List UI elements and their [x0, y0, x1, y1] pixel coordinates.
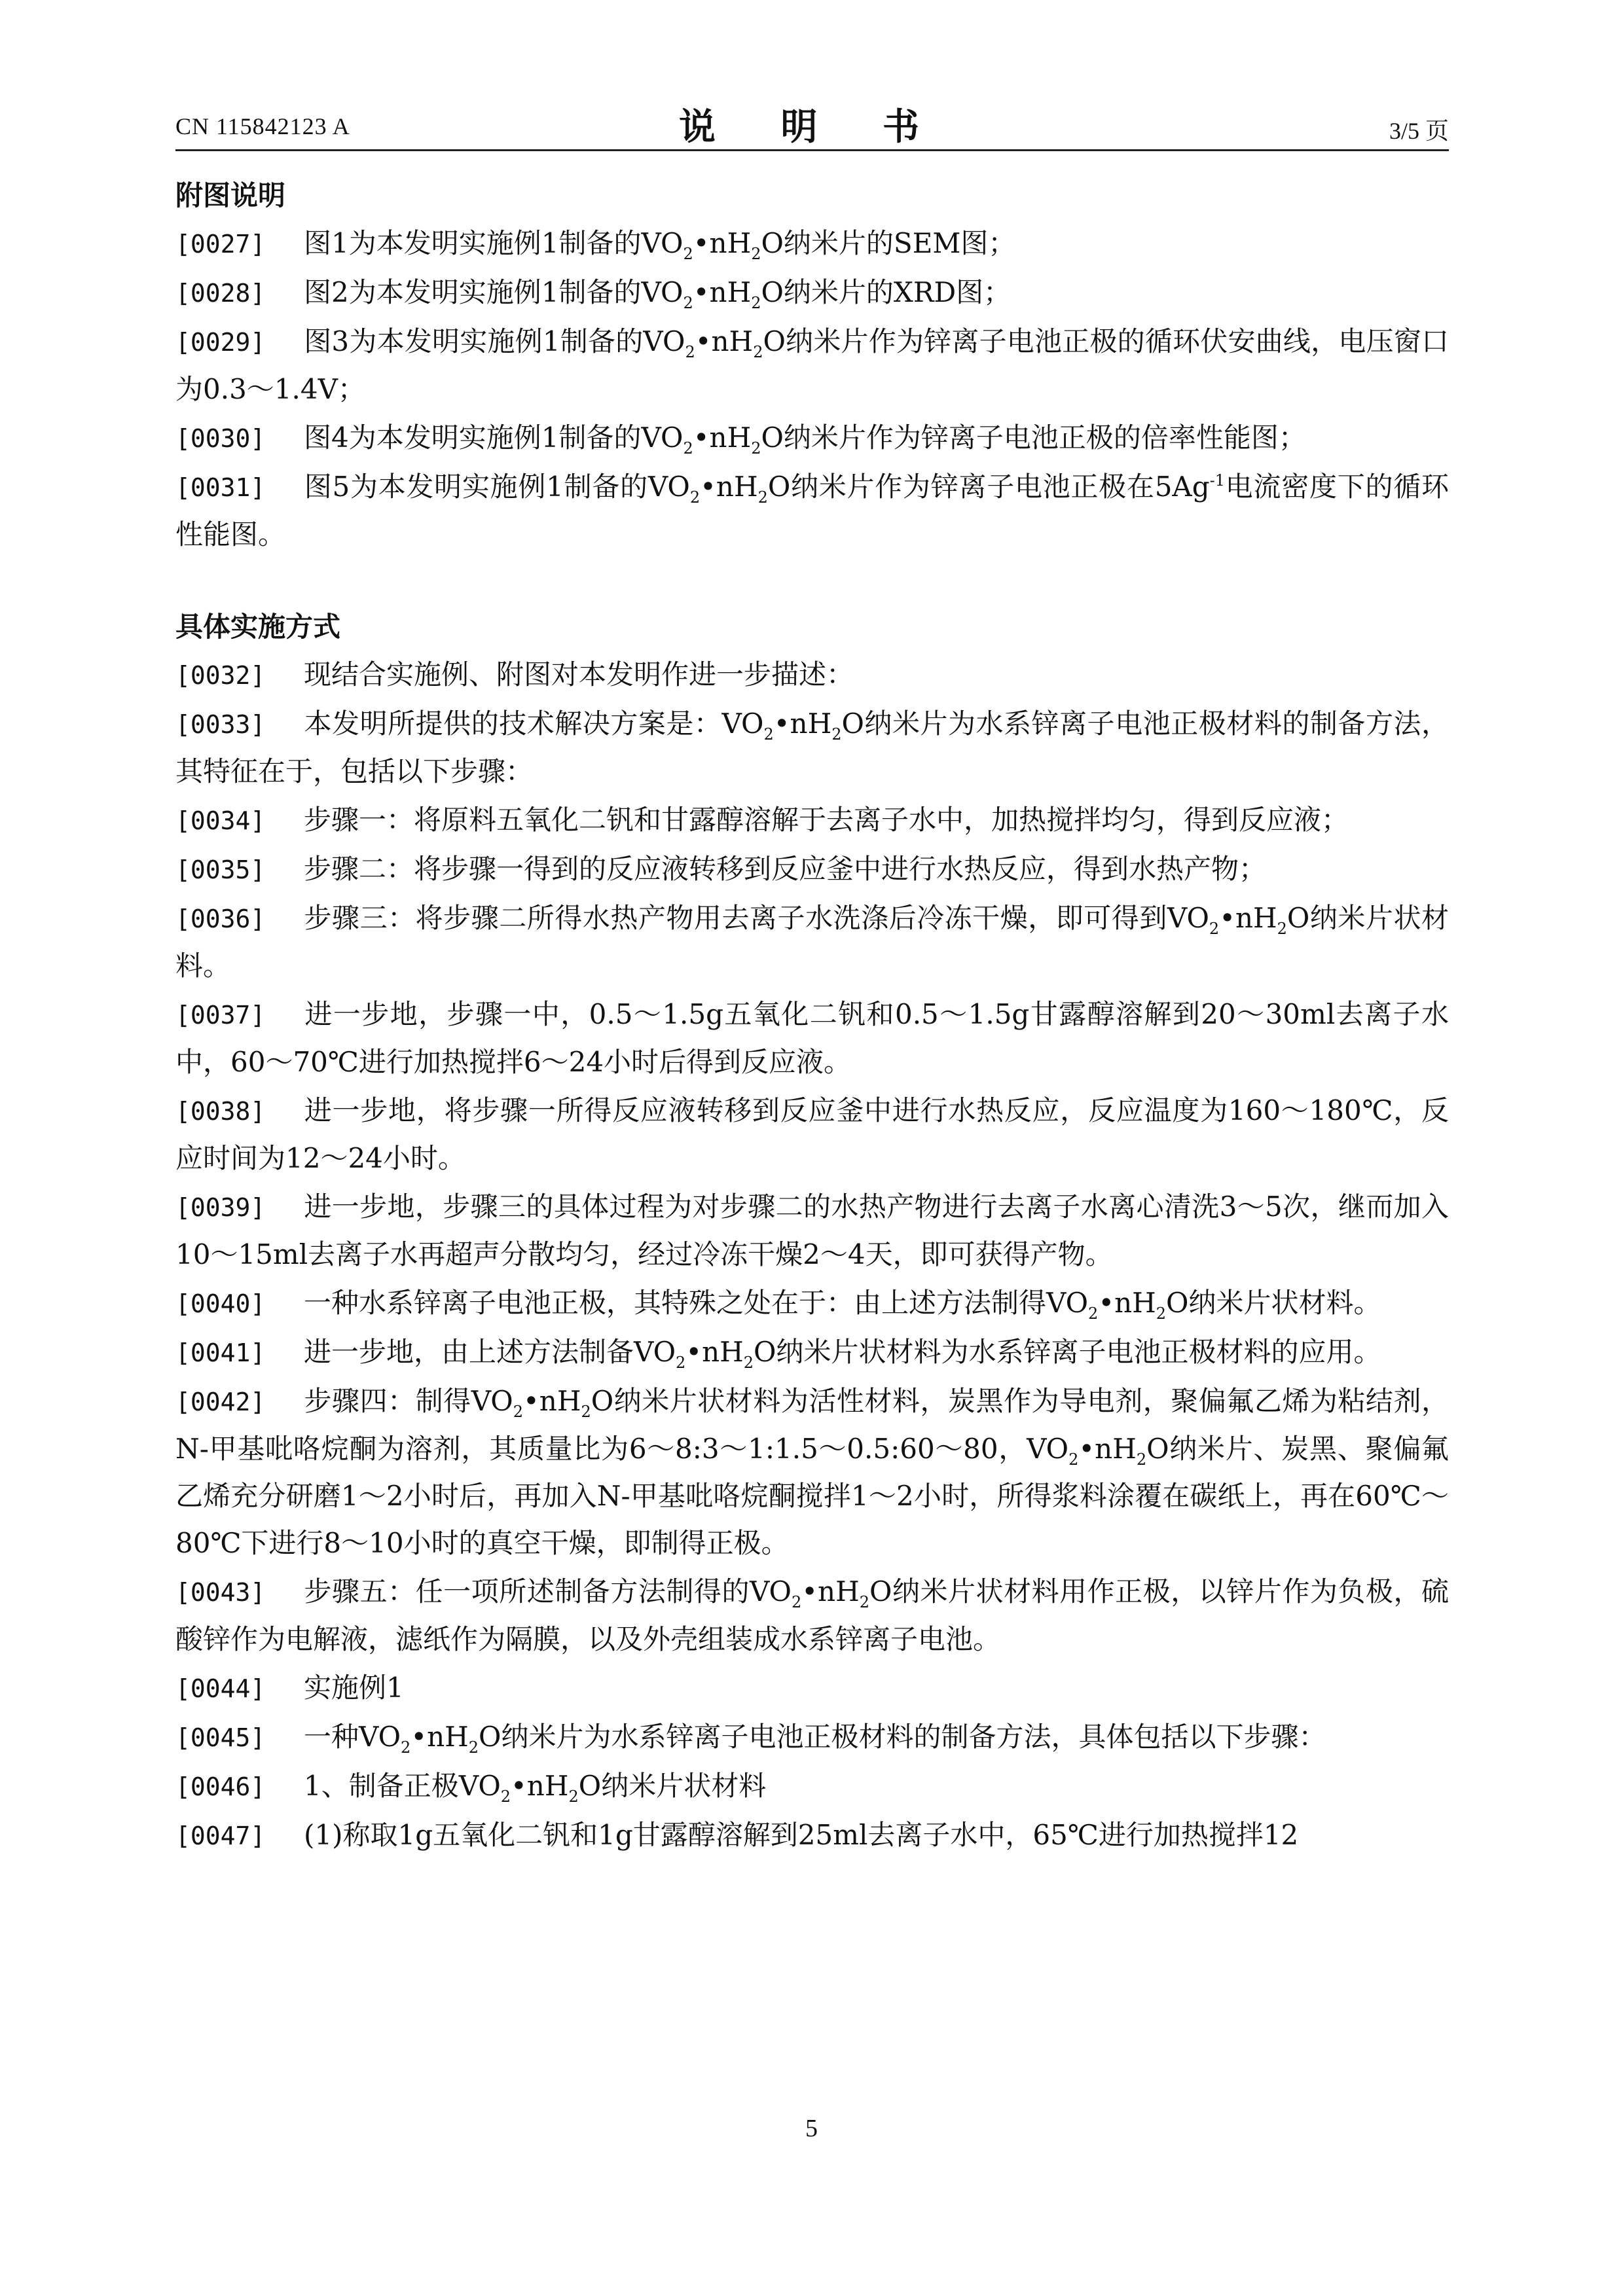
paragraph-0047: [0047] (1)称取1g五氧化二钒和1g甘露醇溶解到25ml去离子水中，65℃进行加热搅拌12	[175, 1812, 1449, 1859]
paragraph-number: [0047]	[175, 1821, 266, 1850]
paragraph-0037: [0037] 进一步地，步骤一中，0.5～1.5g五氧化二钒和0.5～1.5g甘露醇溶解到20～30ml去离子水中，60～70℃进行加热搅拌6～24小时后得到反应液。	[175, 991, 1449, 1086]
paragraph-number: [0029]	[175, 328, 266, 357]
paragraph-number: [0044]	[175, 1674, 266, 1703]
paragraph-number: [0030]	[175, 424, 266, 453]
paragraph-number: [0038]	[175, 1097, 266, 1126]
paragraph-number: [0042]	[175, 1388, 266, 1416]
publication-number: CN 115842123 A	[175, 113, 350, 139]
paragraph-0044: [0044] 实施例1	[175, 1664, 1449, 1712]
paragraph-0035: [0035] 步骤二：将步骤一得到的反应液转移到反应釜中进行水热反应，得到水热产物；	[175, 846, 1449, 893]
page-number: 5	[805, 2115, 818, 2142]
section-heading-figures: 附图说明	[175, 179, 286, 211]
paragraph-number: [0032]	[175, 661, 266, 690]
section-heading-embodiments: 具体实施方式	[175, 611, 341, 643]
paragraph-0036: [0036] 步骤三：将步骤二所得水热产物用去离子水洗涤后冷冻干燥，即可得到$VO_2•nH_2O$纳米片状材料。	[175, 895, 1449, 990]
paragraph-0031: [0031] 图5为本发明实施例1制备的$VO_2•nH_2O$纳米片作为锌离子电池正极在$5Ag^{-1}$电流密度下的循环性能图。	[175, 463, 1449, 558]
paragraph-0027: [0027] 图1为本发明实施例1制备的$VO_2•nH_2O$纳米片的SEM图；	[175, 220, 1449, 268]
paragraph-number: [0035]	[175, 855, 266, 884]
paragraph-0028: [0028] 图2为本发明实施例1制备的$VO_2•nH_2O$纳米片的XRD图；	[175, 269, 1449, 317]
paragraph-0046: [0046] 1、制备正极$VO_2•nH_2O$纳米片状材料	[175, 1763, 1449, 1810]
paragraph-number: [0031]	[175, 473, 266, 502]
paragraph-number: [0037]	[175, 1001, 266, 1030]
paragraph-0045: [0045] 一种$VO_2•nH_2O$纳米片为水系锌离子电池正极材料的制备方法，具体包括以下步骤：	[175, 1713, 1449, 1761]
page-indicator: 3/5 页	[1389, 118, 1449, 144]
paragraph-0033: [0033] 本发明所提供的技术解决方案是：$VO_2•nH_2O$纳米片为水系锌离子电池正极材料的制备方法，其特征在于，包括以下步骤：	[175, 700, 1449, 795]
paragraph-0030: [0030] 图4为本发明实施例1制备的$VO_2•nH_2O$纳米片作为锌离子电池正极的倍率性能图；	[175, 414, 1449, 462]
header-divider	[175, 149, 1449, 151]
paragraph-0042: [0042] 步骤四：制得$VO_2•nH_2O$纳米片状材料为活性材料，炭黑作为导电剂，聚偏氟乙烯为粘结剂，N-甲基吡咯烷酮为溶剂，其质量比为6～8:3～1:1.5～0.5:60～80，$VO_2•nH_2O$纳米片、炭黑、聚偏氟乙烯充分研磨1～2小时后，再加入N-甲基吡咯烷酮搅拌1～2小时，所得浆料涂覆在碳纸上，再在60℃～80℃下进行8～10小时的真空干燥，即制得正极。	[175, 1378, 1449, 1567]
document-title: 说 明 书	[679, 106, 945, 149]
paragraph-number: [0041]	[175, 1338, 266, 1367]
paragraph-number: [0040]	[175, 1289, 266, 1318]
paragraph-number: [0043]	[175, 1578, 266, 1607]
page-header	[175, 98, 1449, 149]
paragraph-number: [0045]	[175, 1723, 266, 1752]
paragraph-0038: [0038] 进一步地，将步骤一所得反应液转移到反应釜中进行水热反应，反应温度为160～180℃，反应时间为12～24小时。	[175, 1087, 1449, 1182]
paragraph-0040: [0040] 一种水系锌离子电池正极，其特殊之处在于：由上述方法制得$VO_2•nH_2O$纳米片状材料。	[175, 1280, 1449, 1327]
paragraph-number: [0034]	[175, 806, 266, 835]
paragraph-0043: [0043] 步骤五：任一项所述制备方法制得的$VO_2•nH_2O$纳米片状材料用作正极，以锌片作为负极，硫酸锌作为电解液，滤纸作为隔膜，以及外壳组装成水系锌离子电池。	[175, 1568, 1449, 1663]
paragraph-0039: [0039] 进一步地，步骤三的具体过程为对步骤二的水热产物进行去离子水离心清洗3～5次，继而加入10～15ml去离子水再超声分散均匀，经过冷冻干燥2～4天，即可获得产物。	[175, 1183, 1449, 1278]
paragraph-0034: [0034] 步骤一：将原料五氧化二钒和甘露醇溶解于去离子水中，加热搅拌均匀，得到反应液；	[175, 797, 1449, 844]
paragraph-number: [0033]	[175, 710, 266, 739]
paragraph-number: [0039]	[175, 1193, 266, 1222]
paragraph-0041: [0041] 进一步地，由上述方法制备$VO_2•nH_2O$纳米片状材料为水系锌离子电池正极材料的应用。	[175, 1329, 1449, 1376]
paragraph-number: [0046]	[175, 1772, 266, 1801]
paragraph-0029: [0029] 图3为本发明实施例1制备的$VO_2•nH_2O$纳米片作为锌离子电池正极的循环伏安曲线，电压窗口为0.3～1.4V；	[175, 318, 1449, 413]
paragraph-number: [0028]	[175, 279, 266, 308]
paragraph-number: [0027]	[175, 230, 266, 259]
paragraph-0032: [0032] 现结合实施例、附图对本发明作进一步描述：	[175, 651, 1449, 699]
paragraph-number: [0036]	[175, 905, 266, 933]
document-body	[175, 171, 1449, 1861]
